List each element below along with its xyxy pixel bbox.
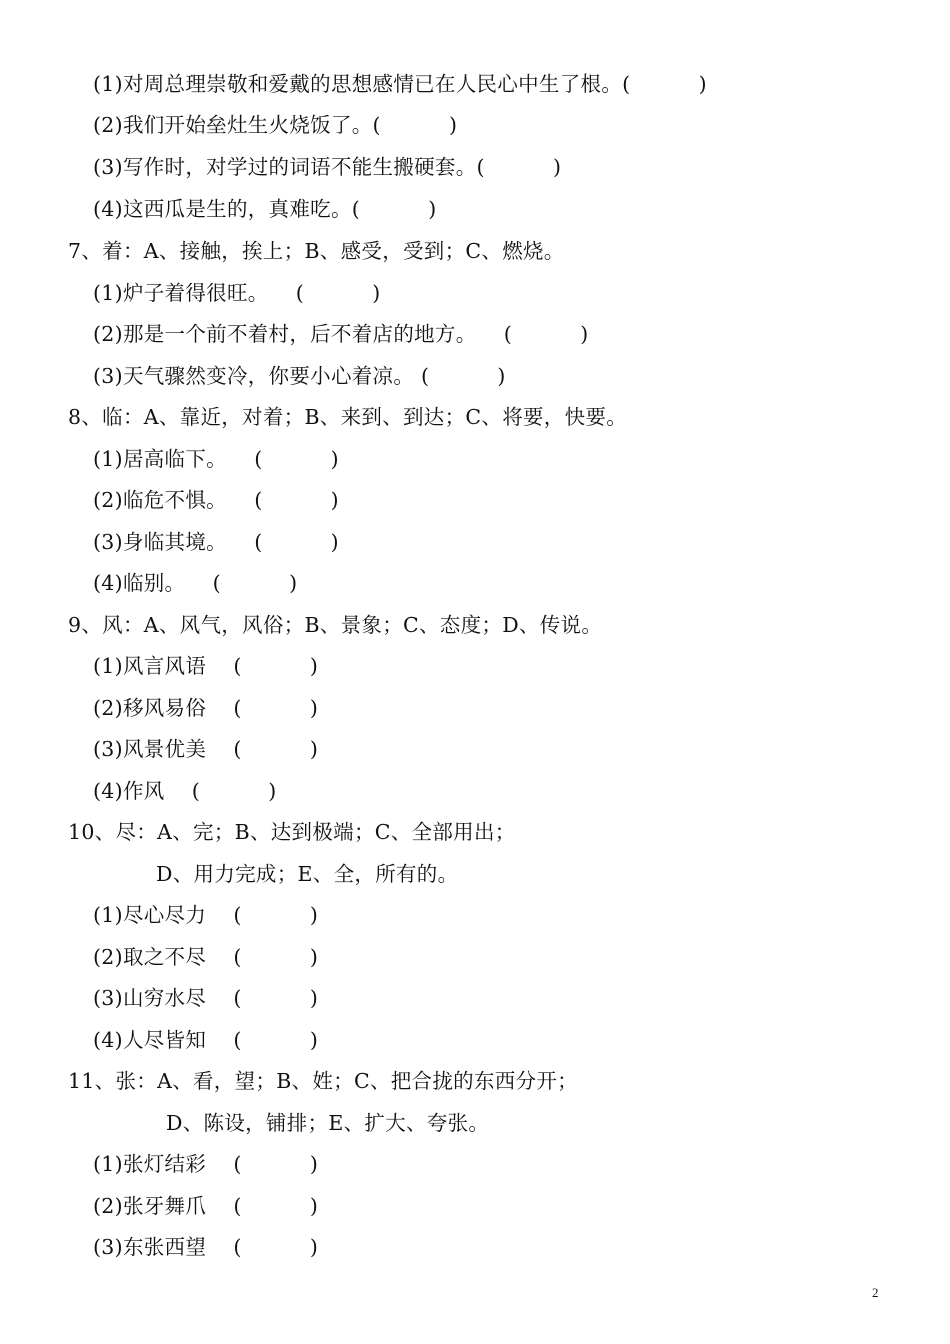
- question-10-heading-cont: D、用力完成；E、全，所有的。: [156, 862, 459, 886]
- item-6-line-3: (3)写作时，对学过的词语不能生搬硬套。( ): [93, 155, 562, 179]
- question-8-item-1: (1)居高临下。 ( ): [93, 447, 339, 471]
- item-6-line-4: (4)这西瓜是生的，真难吃。( ): [93, 197, 437, 221]
- item-6-line-2: (2)我们开始垒灶生火烧饭了。( ): [93, 113, 458, 137]
- page-number: 2: [872, 1285, 879, 1300]
- question-11-heading-cont: D、陈设，铺排；E、扩大、夸张。: [166, 1111, 490, 1135]
- question-7-heading: 7、着：A、接触，挨上；B、感受，受到；C、燃烧。: [68, 239, 565, 263]
- question-10-item-1: (1)尽心尽力 ( ): [93, 903, 319, 927]
- item-6-line-1: (1)对周总理崇敬和爱戴的思想感情已在人民心中生了根。( ): [93, 72, 707, 96]
- question-10-item-4: (4)人尽皆知 ( ): [93, 1028, 319, 1052]
- question-11-heading: 11、张：A、看，望；B、姓；C、把合拢的东西分开；: [68, 1069, 578, 1093]
- question-8-heading: 8、临：A、靠近，对着；B、来到、到达；C、将要，快要。: [68, 405, 627, 429]
- question-8-item-4: (4)临别。 ( ): [93, 571, 298, 595]
- question-9-item-3: (3)风景优美 ( ): [93, 737, 319, 761]
- question-9-heading: 9、风：A、风气，风俗；B、景象；C、态度；D、传说。: [68, 613, 603, 637]
- question-11-item-1: (1)张灯结彩 ( ): [93, 1152, 319, 1176]
- question-10-heading: 10、尽：A、完；B、达到极端；C、全部用出；: [68, 820, 516, 844]
- question-11-item-2: (2)张牙舞爪 ( ): [93, 1194, 319, 1218]
- question-7-item-1: (1)炉子着得很旺。 ( ): [93, 281, 381, 305]
- question-9-item-1: (1)风言风语 ( ): [93, 654, 319, 678]
- question-7-item-3: (3)天气骤然变冷，你要小心着凉。 ( ): [93, 364, 506, 388]
- question-11-item-3: (3)东张西望 ( ): [93, 1235, 319, 1259]
- question-10-item-3: (3)山穷水尽 ( ): [93, 986, 319, 1010]
- question-7-item-2: (2)那是一个前不着村，后不着店的地方。 ( ): [93, 322, 589, 346]
- question-8-item-2: (2)临危不惧。 ( ): [93, 488, 339, 512]
- question-10-item-2: (2)取之不尽 ( ): [93, 945, 319, 969]
- question-9-item-2: (2)移风易俗 ( ): [93, 696, 319, 720]
- question-9-item-4: (4)作风 ( ): [93, 779, 277, 803]
- question-8-item-3: (3)身临其境。 ( ): [93, 530, 339, 554]
